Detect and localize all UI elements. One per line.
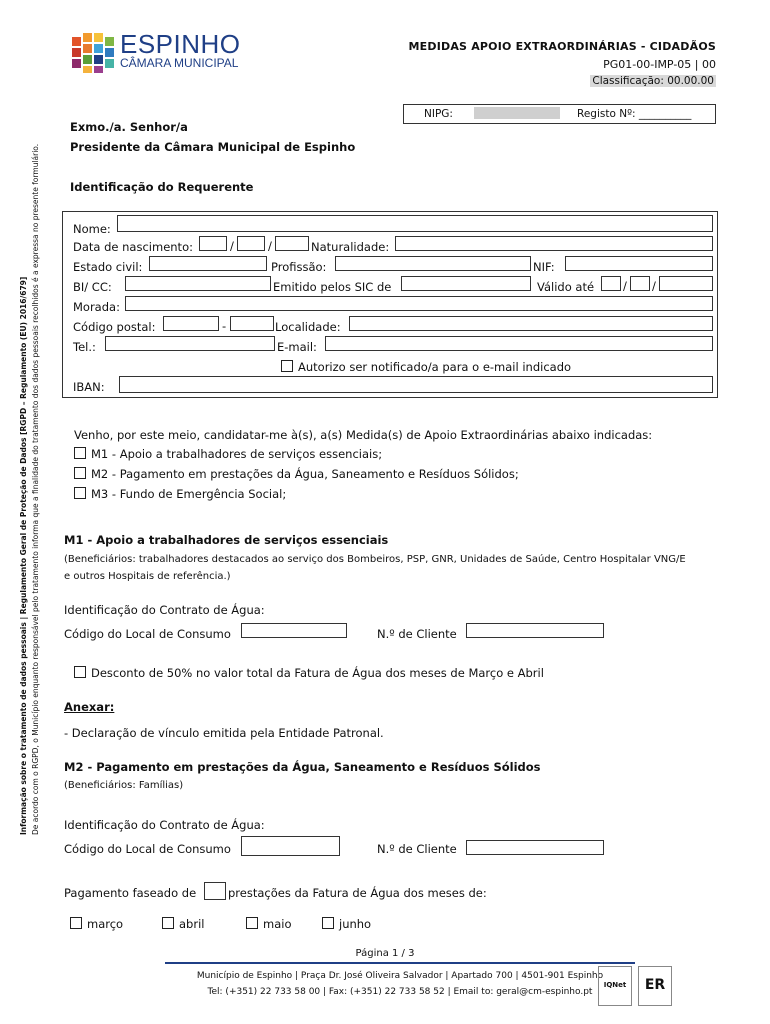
m2-n-cliente-field[interactable]	[466, 840, 604, 855]
localidade-label: Localidade:	[275, 320, 341, 334]
valid-year-field[interactable]	[659, 276, 713, 291]
salutation-line2: Presidente da Câmara Municipal de Espinho	[70, 140, 356, 154]
gdpr-title: Informação sobre o tratamento de dados pessoais | Regulamento Geral de Proteção de Dados [RGPD – Regulamento (EU) 2016/679]	[19, 276, 28, 835]
birth-month-field[interactable]	[237, 236, 265, 251]
m1-declaracao: - Declaração de vínculo emitida pela Entidade Patronal.	[64, 726, 384, 740]
footer-address	[130, 968, 670, 1000]
emitido-field[interactable]	[401, 276, 531, 291]
classification: Classificação: 00.00.00	[592, 75, 714, 87]
m2-codigo-local-label: Código do Local de Consumo	[64, 842, 231, 856]
junho-label: junho	[339, 917, 372, 931]
iqnet-cert-icon: IQNet	[598, 966, 632, 1006]
m1-beneficiarios-1: (Beneficiários: trabalhadores destacados ao serviço dos Bombeiros, PSP, GNR, Unidades de Saúde, Centro Hospitalar VNG/E	[64, 554, 686, 565]
mes-marco-option[interactable]	[70, 917, 123, 931]
medida-m3-option[interactable]	[74, 487, 286, 501]
document-title: MEDIDAS APOIO EXTRAORDINÁRIAS - CIDADÃOS	[408, 40, 716, 53]
desconto-checkbox[interactable]	[74, 666, 86, 678]
aenor-cert-icon: ER	[638, 966, 672, 1006]
m1-codigo-local-label: Código do Local de Consumo	[64, 627, 231, 641]
page-number: Página 1 / 3	[355, 948, 415, 959]
postal-code-field[interactable]	[163, 316, 219, 331]
birth-year-field[interactable]	[275, 236, 309, 251]
naturalidade-label: Naturalidade:	[311, 240, 390, 254]
mes-abril-option[interactable]	[162, 917, 204, 931]
tel-field[interactable]	[105, 336, 275, 351]
iban-field[interactable]	[119, 376, 713, 393]
postal-separator: -	[222, 319, 227, 333]
valid-day-field[interactable]	[601, 276, 621, 291]
bi-cc-field[interactable]	[125, 276, 271, 291]
mes-junho-option[interactable]	[322, 917, 371, 931]
requerente-heading: Identificação do Requerente	[70, 180, 254, 194]
m2-heading: M2 - Pagamento em prestações da Água, Saneamento e Resíduos Sólidos	[64, 760, 541, 774]
logo-text	[120, 30, 241, 70]
date-separator: /	[652, 279, 656, 293]
document-code: PG01-00-IMP-05 | 00	[603, 58, 716, 71]
email-field[interactable]	[325, 336, 713, 351]
profissao-label: Profissão:	[271, 260, 327, 274]
document-header	[409, 40, 716, 87]
date-separator: /	[230, 239, 234, 253]
morada-label: Morada:	[73, 300, 120, 314]
footer-line1: Município de Espinho | Praça Dr. José Oliveira Salvador | Apartado 700 | 4501-901 Espinho	[196, 971, 604, 981]
date-separator: /	[623, 279, 627, 293]
m1-desconto-option[interactable]	[74, 666, 544, 680]
birth-day-field[interactable]	[199, 236, 227, 251]
m3-label: M3 - Fundo de Emergência Social;	[91, 487, 287, 501]
junho-checkbox[interactable]	[322, 917, 334, 929]
footer-line2: Tel: (+351) 22 733 58 00 | Fax: (+351) 22 733 58 52 | Email to: geral@cm-espinho.pt	[207, 987, 593, 997]
gdpr-text: De acordo com o RGPD, o Município enquanto responsável pelo tratamento informa que a finalidade do tratamento dos dados pessoais recolhidos é a expressa no presente formulário.	[31, 143, 40, 835]
email-label: E-mail:	[277, 340, 317, 354]
bi-cc-label: BI/ CC:	[73, 280, 112, 294]
nome-label: Nome:	[73, 222, 111, 236]
marco-label: março	[87, 917, 124, 931]
nipg-label: NIPG:	[424, 108, 453, 120]
marco-checkbox[interactable]	[70, 917, 82, 929]
estado-civil-label: Estado civil:	[73, 260, 143, 274]
profissao-field[interactable]	[335, 256, 531, 271]
nif-field[interactable]	[565, 256, 713, 271]
faseado-label-a: Pagamento faseado de	[64, 886, 197, 900]
nome-field[interactable]	[117, 215, 713, 232]
medida-m2-option[interactable]	[74, 467, 519, 481]
m2-n-cliente-label: N.º de Cliente	[377, 842, 457, 856]
registo-label: Registo Nº: __________	[577, 108, 692, 120]
data-nascimento-label: Data de nascimento:	[73, 240, 193, 254]
m1-checkbox[interactable]	[74, 447, 86, 459]
codigo-postal-label: Código postal:	[73, 320, 156, 334]
maio-label: maio	[263, 917, 292, 931]
m1-n-cliente-label: N.º de Cliente	[377, 627, 457, 641]
m2-beneficiarios: (Beneficiários: Famílias)	[64, 780, 184, 791]
autorizo-option[interactable]	[281, 360, 571, 374]
m1-label: M1 - Apoio a trabalhadores de serviços essenciais;	[91, 447, 383, 461]
municipal-logo-icon	[70, 31, 116, 75]
m2-codigo-local-field[interactable]	[241, 836, 340, 856]
m2-contrato-label: Identificação do Contrato de Água:	[64, 818, 265, 832]
m3-checkbox[interactable]	[74, 487, 86, 499]
logo-subtitle: CÂMARA MUNICIPAL	[120, 56, 239, 70]
footer-divider	[165, 962, 635, 964]
mes-maio-option[interactable]	[246, 917, 291, 931]
m1-beneficiarios-2: e outros Hospitais de referência.)	[64, 571, 231, 582]
valido-label: Válido até	[537, 280, 595, 294]
medidas-intro: Venho, por este meio, candidatar-me à(s), a(s) Medida(s) de Apoio Extraordinárias abaixo indicadas:	[74, 428, 653, 442]
m1-heading: M1 - Apoio a trabalhadores de serviços essenciais	[64, 533, 389, 547]
date-separator: /	[268, 239, 272, 253]
morada-field[interactable]	[125, 296, 713, 311]
m2-label: M2 - Pagamento em prestações da Água, Saneamento e Resíduos Sólidos;	[91, 467, 519, 481]
abril-label: abril	[179, 917, 205, 931]
abril-checkbox[interactable]	[162, 917, 174, 929]
localidade-field[interactable]	[349, 316, 713, 331]
gdpr-sidebar	[18, 135, 52, 835]
tel-label: Tel.:	[73, 340, 96, 354]
m1-contrato-label: Identificação do Contrato de Água:	[64, 603, 265, 617]
m1-n-cliente-field[interactable]	[466, 623, 604, 638]
emitido-label: Emitido pelos SIC de	[273, 280, 392, 294]
logo-name: ESPINHO	[120, 29, 241, 59]
salutation-line1: Exmo./a. Senhor/a	[70, 120, 188, 134]
naturalidade-field[interactable]	[395, 236, 713, 251]
nipg-field[interactable]	[474, 107, 560, 119]
faseado-label-b: prestações da Fatura de Água dos meses de:	[228, 886, 487, 900]
anexar-heading: Anexar:	[64, 700, 115, 714]
postal-suffix-field[interactable]	[230, 316, 274, 331]
maio-checkbox[interactable]	[246, 917, 258, 929]
m1-codigo-local-field[interactable]	[241, 623, 347, 638]
medida-m1-option[interactable]	[74, 447, 382, 461]
autorizo-label: Autorizo ser notificado/a para o e-mail indicado	[298, 360, 572, 374]
autorizo-checkbox[interactable]	[281, 360, 293, 372]
nif-label: NIF:	[533, 260, 555, 274]
iban-label: IBAN:	[73, 380, 105, 394]
estado-civil-field[interactable]	[149, 256, 267, 271]
nipg-box	[403, 104, 716, 124]
valid-month-field[interactable]	[630, 276, 650, 291]
desconto-label: Desconto de 50% no valor total da Fatura de Água dos meses de Março e Abril	[91, 666, 544, 680]
requerente-form	[62, 211, 718, 398]
prestacoes-field[interactable]	[204, 882, 226, 900]
m2-checkbox[interactable]	[74, 467, 86, 479]
